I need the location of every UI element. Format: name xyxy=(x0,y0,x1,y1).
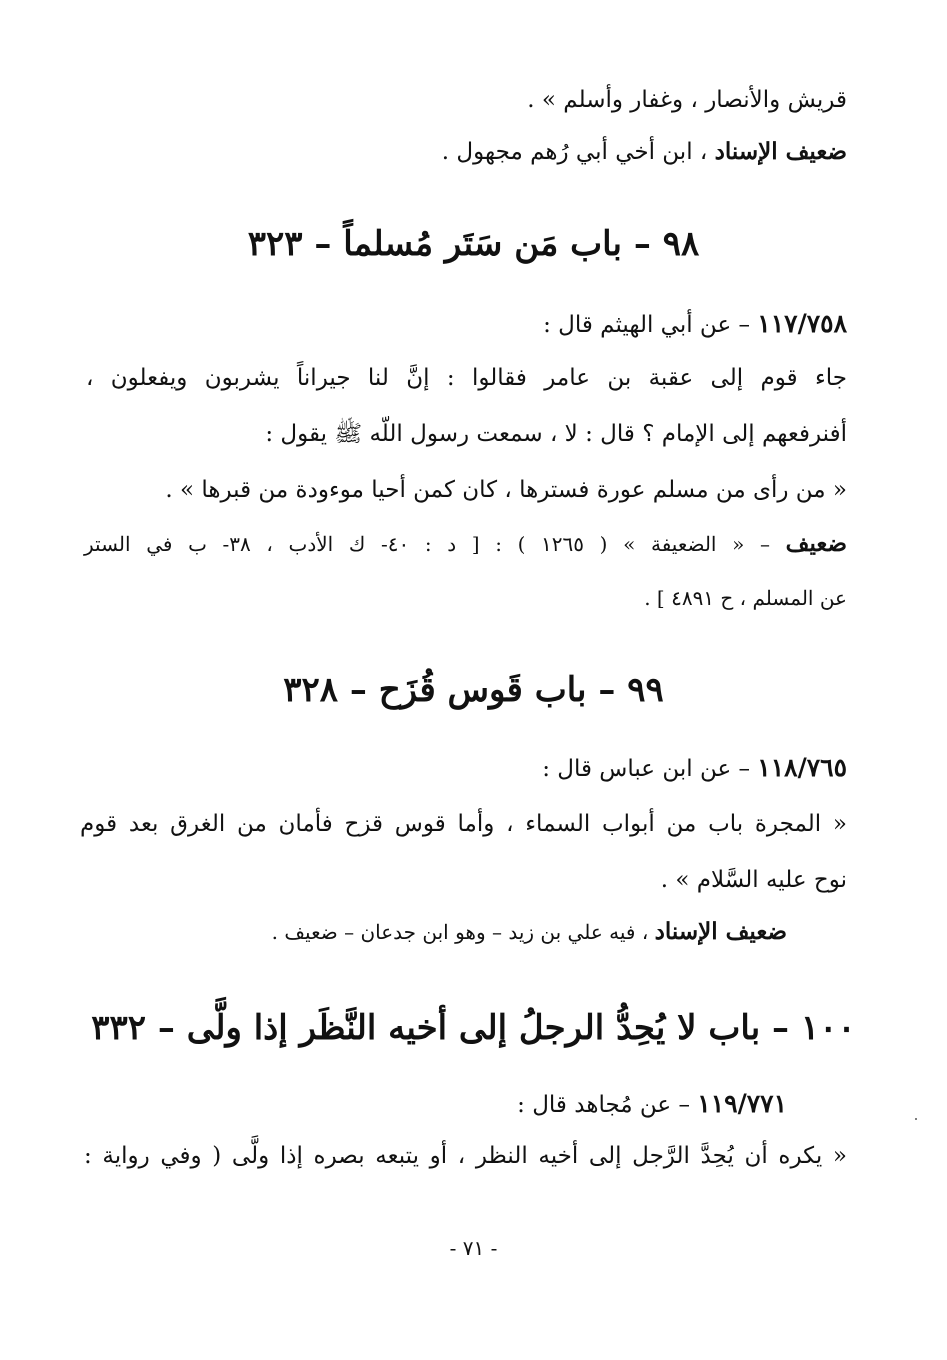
hadith-header-117 xyxy=(80,308,847,341)
grading-line xyxy=(84,528,847,560)
text-line: « يكره أن يُحِدَّ الرَّجل إلى أخيه النظر ، أو يتبعه بصره إذا ولَّى ( وفي رواية : xyxy=(84,1143,847,1169)
text-line: نوح عليه السَّلام » . xyxy=(660,867,847,893)
grading-line xyxy=(80,136,847,168)
hadith-number: ١١٧/٧٥٨ xyxy=(757,309,847,338)
hadith-header-119 xyxy=(80,1088,787,1121)
chapter-heading-98: ٩٨ – باب مَن سَتَر مُسلماً – ٣٢٣ xyxy=(247,224,700,264)
text-line: أفنرفعهم إلى الإمام ؟ قال : لا ، سمعت رسول اللّه ﷺ يقول : xyxy=(265,421,847,447)
page-number: - ٧١ - xyxy=(449,1236,498,1260)
text-line: « من رأى من مسلم عورة فسترها ، كان كمن أحيا موءودة من قبرها » . xyxy=(165,477,847,503)
text-line: جاء قوم إلى عقبة بن عامر فقالوا : إنَّ لنا جيراناً يشربون ويفعلون ، xyxy=(86,365,847,391)
grading-label: ضعيف الإسناد xyxy=(654,918,787,945)
grading-line xyxy=(80,916,787,948)
grading-text: – « الضعيفة » ( ١٢٦٥ ) : [ د : ٤٠- ك الأدب ، ٣٨- ب في الستر xyxy=(84,532,786,556)
hadith-narrator: – عن مُجاهد قال : xyxy=(517,1092,698,1118)
text-span: قريش والأنصار ، وغفار وأسلم » . xyxy=(527,87,847,113)
text-line: « المجرة باب من أبواب السماء ، وأما قوس قزح فأمان من الغرق بعد قوم xyxy=(80,811,847,837)
text-line xyxy=(80,84,847,116)
text-line: عن المسلم ، ح ٤٨٩١ ] . xyxy=(644,586,847,610)
chapter-heading-100: ١٠٠ – باب لا يُحِدُّ الرجلُ إلى أخيه النَّظَر إذا ولَّى – ٣٣٢ xyxy=(91,1008,856,1048)
grading-label: ضعيف الإسناد xyxy=(714,138,847,165)
chapter-heading-99: ٩٩ – باب قَوس قُزَح – ٣٢٨ xyxy=(283,670,664,710)
grading-text: ، ابن أخي أبي رُهم مجهول . xyxy=(441,139,715,165)
hadith-narrator: – عن أبي الهيثم قال : xyxy=(543,312,758,338)
hadith-number: ١١٨/٧٦٥ xyxy=(757,753,847,782)
hadith-narrator: – عن ابن عباس قال : xyxy=(542,756,758,782)
hadith-number: ١١٩/٧٧١ xyxy=(697,1089,787,1118)
grading-label: ضعيف xyxy=(785,530,848,557)
hadith-header-118 xyxy=(80,752,847,785)
grading-text: ، فيه علي بن زيد – وهو ابن جدعان – ضعيف . xyxy=(271,920,655,944)
scan-speck xyxy=(915,1118,917,1120)
